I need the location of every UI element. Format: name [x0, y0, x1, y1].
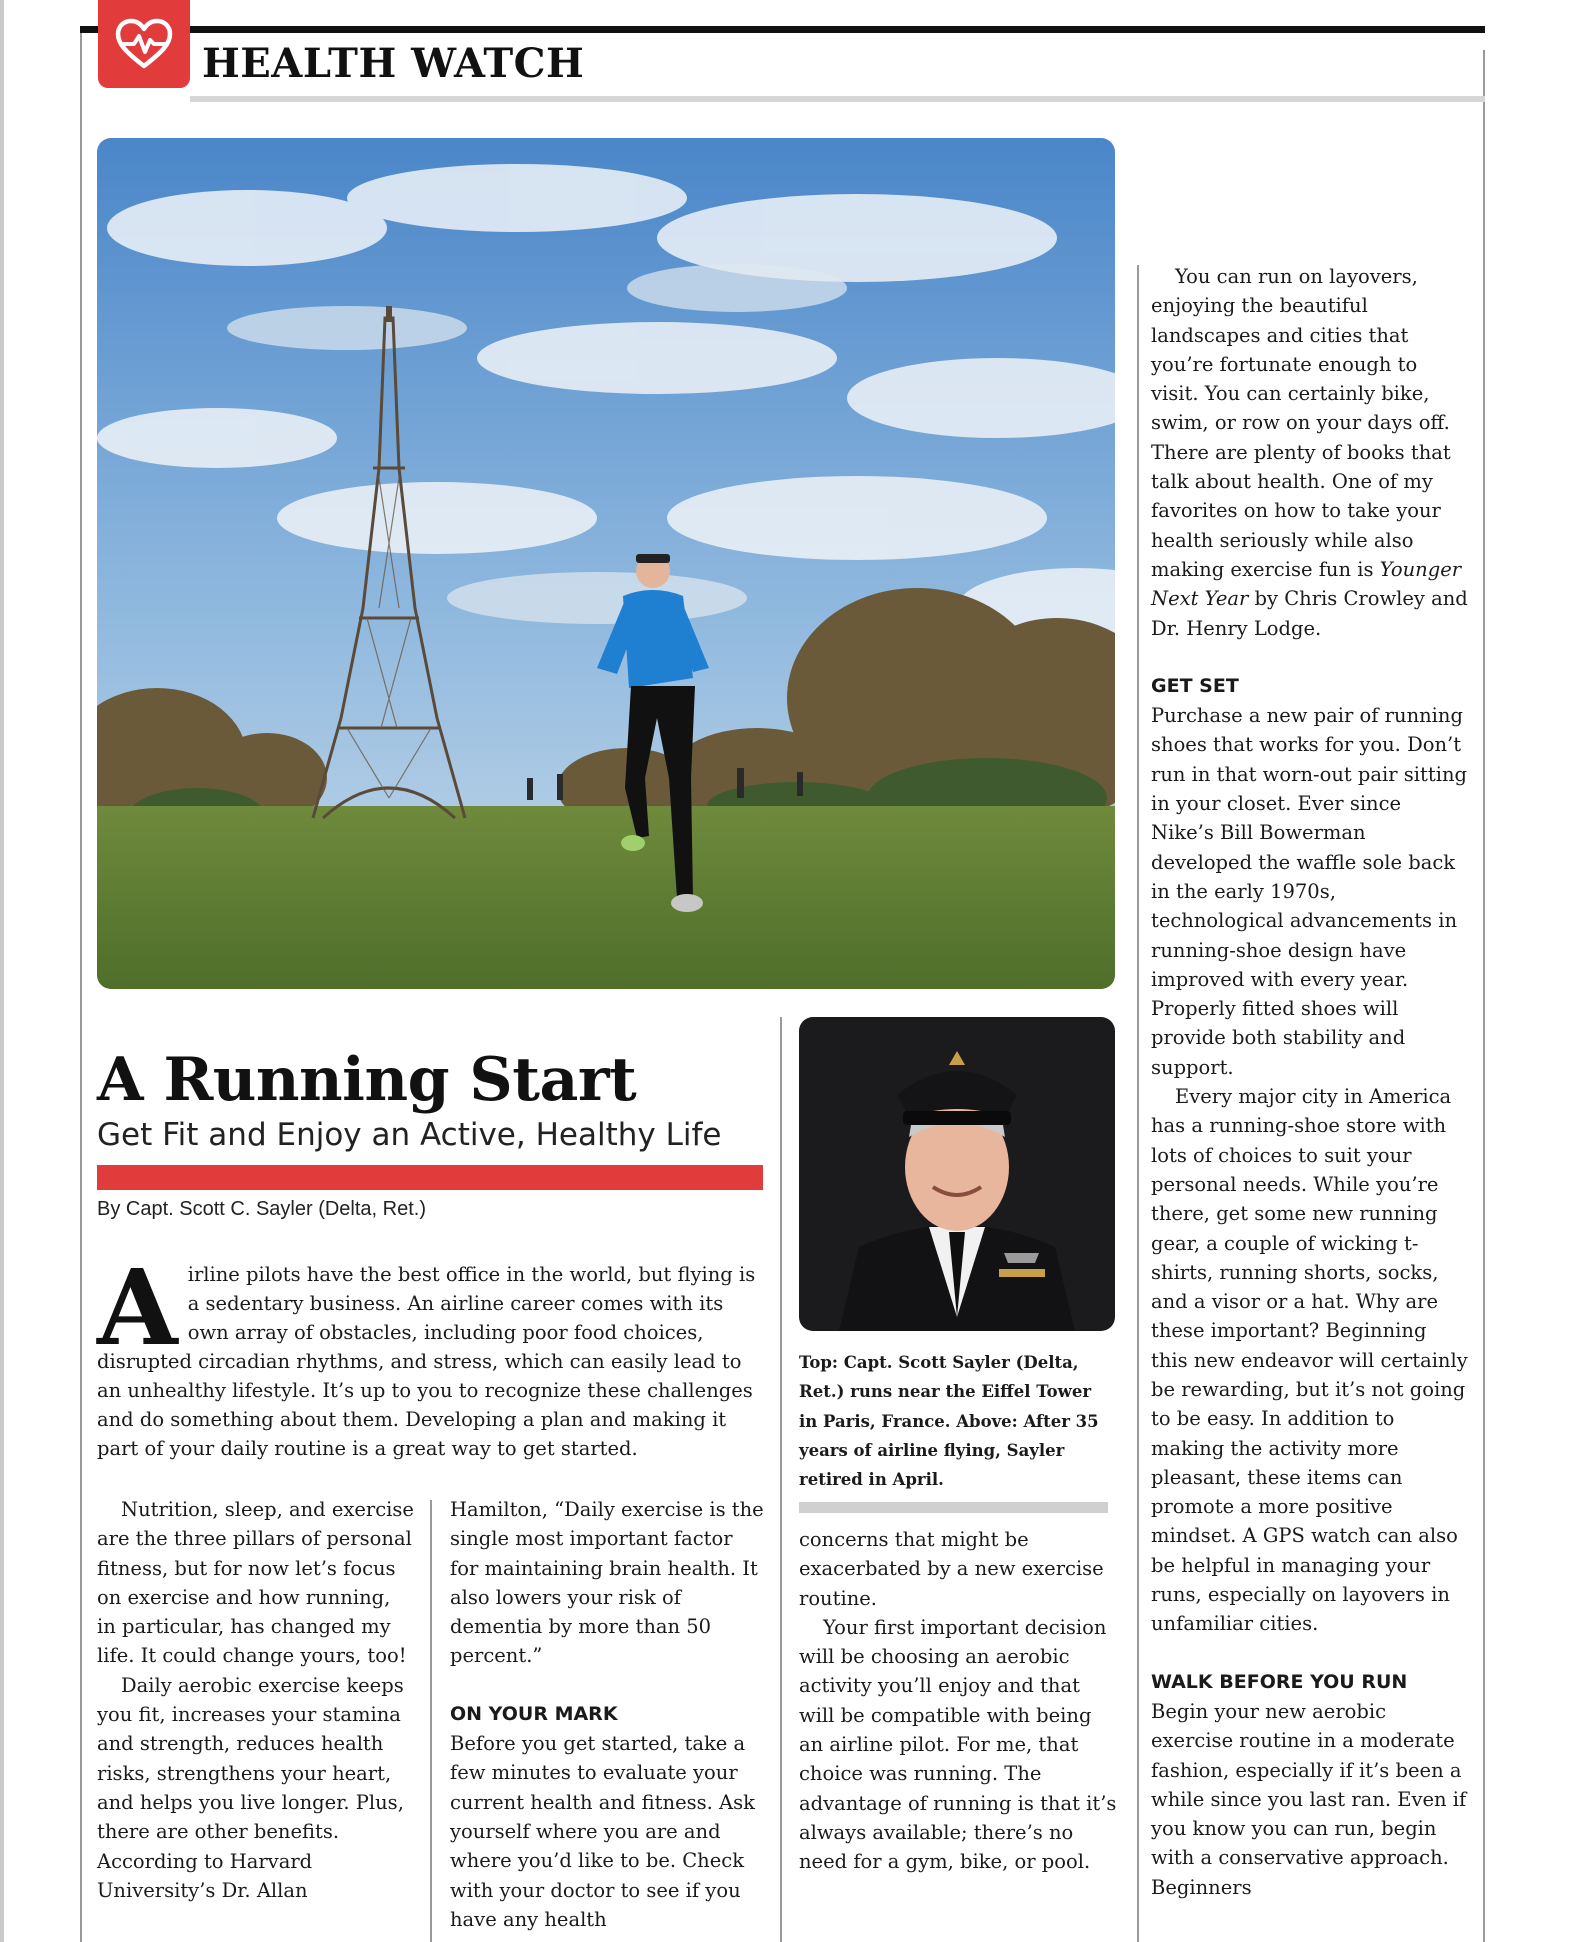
- photo-caption: Top: Capt. Scott Sayler (Delta, Ret.) runs near the Eiffel Tower in Paris, France. Above: After 35 years of airline flying, Sayler retired in April.: [799, 1353, 1099, 1490]
- runner-eiffel-illustration: [97, 138, 1115, 989]
- caption-rule: [799, 1502, 1108, 1513]
- byline: By Capt. Scott C. Sayler (Delta, Ret.): [97, 1198, 426, 1220]
- column-rule: [780, 1017, 782, 1942]
- body-paragraph: Hamilton, “Daily exercise is the single most important factor for maintaining brain health. It also lowers your risk of dementia by more than 50 percent.”: [450, 1498, 764, 1668]
- subheading-get-set: GET SET: [1151, 674, 1239, 697]
- body-text: by Chris Crowley and Dr. Henry Lodge.: [1151, 587, 1468, 640]
- body-paragraph: [1151, 262, 1469, 643]
- body-paragraph: Before you get started, take a few minutes to evaluate your current health and fitness. Ask yourself where you are and where you’d like to be. Check with your doctor to see if you have any health: [450, 1732, 755, 1931]
- body-column-4: [1151, 262, 1469, 1902]
- subheading-on-your-mark: ON YOUR MARK: [450, 1702, 618, 1725]
- subheading-walk-before-you-run: WALK BEFORE YOU RUN: [1151, 1670, 1408, 1693]
- book-title: Younger Next Year: [1151, 557, 1462, 611]
- page-edge: [0, 0, 4, 1942]
- body-paragraph: Nutrition, sleep, and exercise are the three pillars of personal fitness, but for now let’s focus on exercise and how running, in particular, has changed my life. It could change yours, too!: [97, 1498, 414, 1668]
- body-paragraph: concerns that might be exacerbated by a new exercise routine.: [799, 1528, 1104, 1610]
- headline: A Running Start: [97, 1045, 637, 1115]
- column-rule: [1137, 265, 1139, 1942]
- lede-text: irline pilots have the best office in the world, but flying is a sedentary business. An airline career comes with its own array of obstacles, including poor food choices, disrupted circadian rhythms, and stress, which can easily lead to an unhealthy lifestyle. It’s up to you to recognize these challenges and do something about them. Developing a plan and making it part of your daily routine is a great way to get started.: [97, 1263, 756, 1460]
- body-column-2: [450, 1495, 766, 1934]
- body-paragraph: Daily aerobic exercise keeps you fit, increases your stamina and strength, reduces health risks, strengthens your heart, and helps you live longer. Plus, there are other benefits. According to Harvard University’s Dr. Allan: [97, 1673, 404, 1902]
- header-underline: [190, 96, 1485, 102]
- body-paragraph: Purchase a new pair of running shoes that works for you. Don’t run in that worn-out pair sitting in your closet. Ever since Nike’s Bill Bowerman developed the waffle sole back in the early 1970s, technological advancements in running-shoe design have improved with every year. Properly fitted shoes will provide both stability and support.: [1151, 704, 1467, 1079]
- body-paragraph: Begin your new aerobic exercise routine in a moderate fashion, especially if it’s been a while since you last ran. Even if you know you can run, begin with a conservative approach. Beginners: [1151, 1699, 1467, 1899]
- right-column-rule: [1483, 50, 1485, 1942]
- body-paragraph: Every major city in America has a running-shoe store with lots of choices to suit your personal needs. While you’re there, get some new running gear, a couple of wicking t-shirts, running shorts, socks, and a visor or a hat. Why are these important? Beginning this new endeavor will certainly be rewarding, but it’s not going to be easy. In addition to making the activity more pleasant, these items can promote a more positive mindset. A GPS watch can also be helpful in managing your runs, especially on layovers in unfamiliar cities.: [1151, 1085, 1468, 1636]
- pilot-portrait-photo: [799, 1017, 1115, 1331]
- body-paragraph: Your first important decision will be choosing an aerobic activity you’ll enjoy and that will be compatible with being an airline pilot. For me, that choice was running. The advantage of running is that it’s always available; there’s no need for a gym, bike, or pool.: [799, 1615, 1117, 1874]
- subheadline: Get Fit and Enjoy an Active, Healthy Life: [97, 1117, 722, 1153]
- left-column-rule: [80, 33, 82, 1942]
- body-column-1: [97, 1495, 415, 1905]
- top-rule: [80, 26, 1485, 33]
- section-badge: [98, 0, 190, 88]
- section-title: HEALTH WATCH: [202, 40, 585, 87]
- lede-paragraph: [97, 1246, 765, 1463]
- accent-bar: [97, 1165, 763, 1190]
- hero-photo: [97, 138, 1115, 989]
- body-text: You can run on layovers, enjoying the beautiful landscapes and cities that you’re fortunate enough to visit. You can certainly bike, swim, or row on your days off. There are plenty of books that talk about health. One of my favorites on how to take your health seriously while also making exercise fun is: [1151, 265, 1451, 581]
- column-rule: [430, 1500, 432, 1942]
- heart-pulse-icon: [114, 18, 174, 70]
- pilot-illustration: [799, 1017, 1115, 1331]
- drop-cap: A: [97, 1246, 178, 1369]
- body-column-3: [799, 1525, 1117, 1877]
